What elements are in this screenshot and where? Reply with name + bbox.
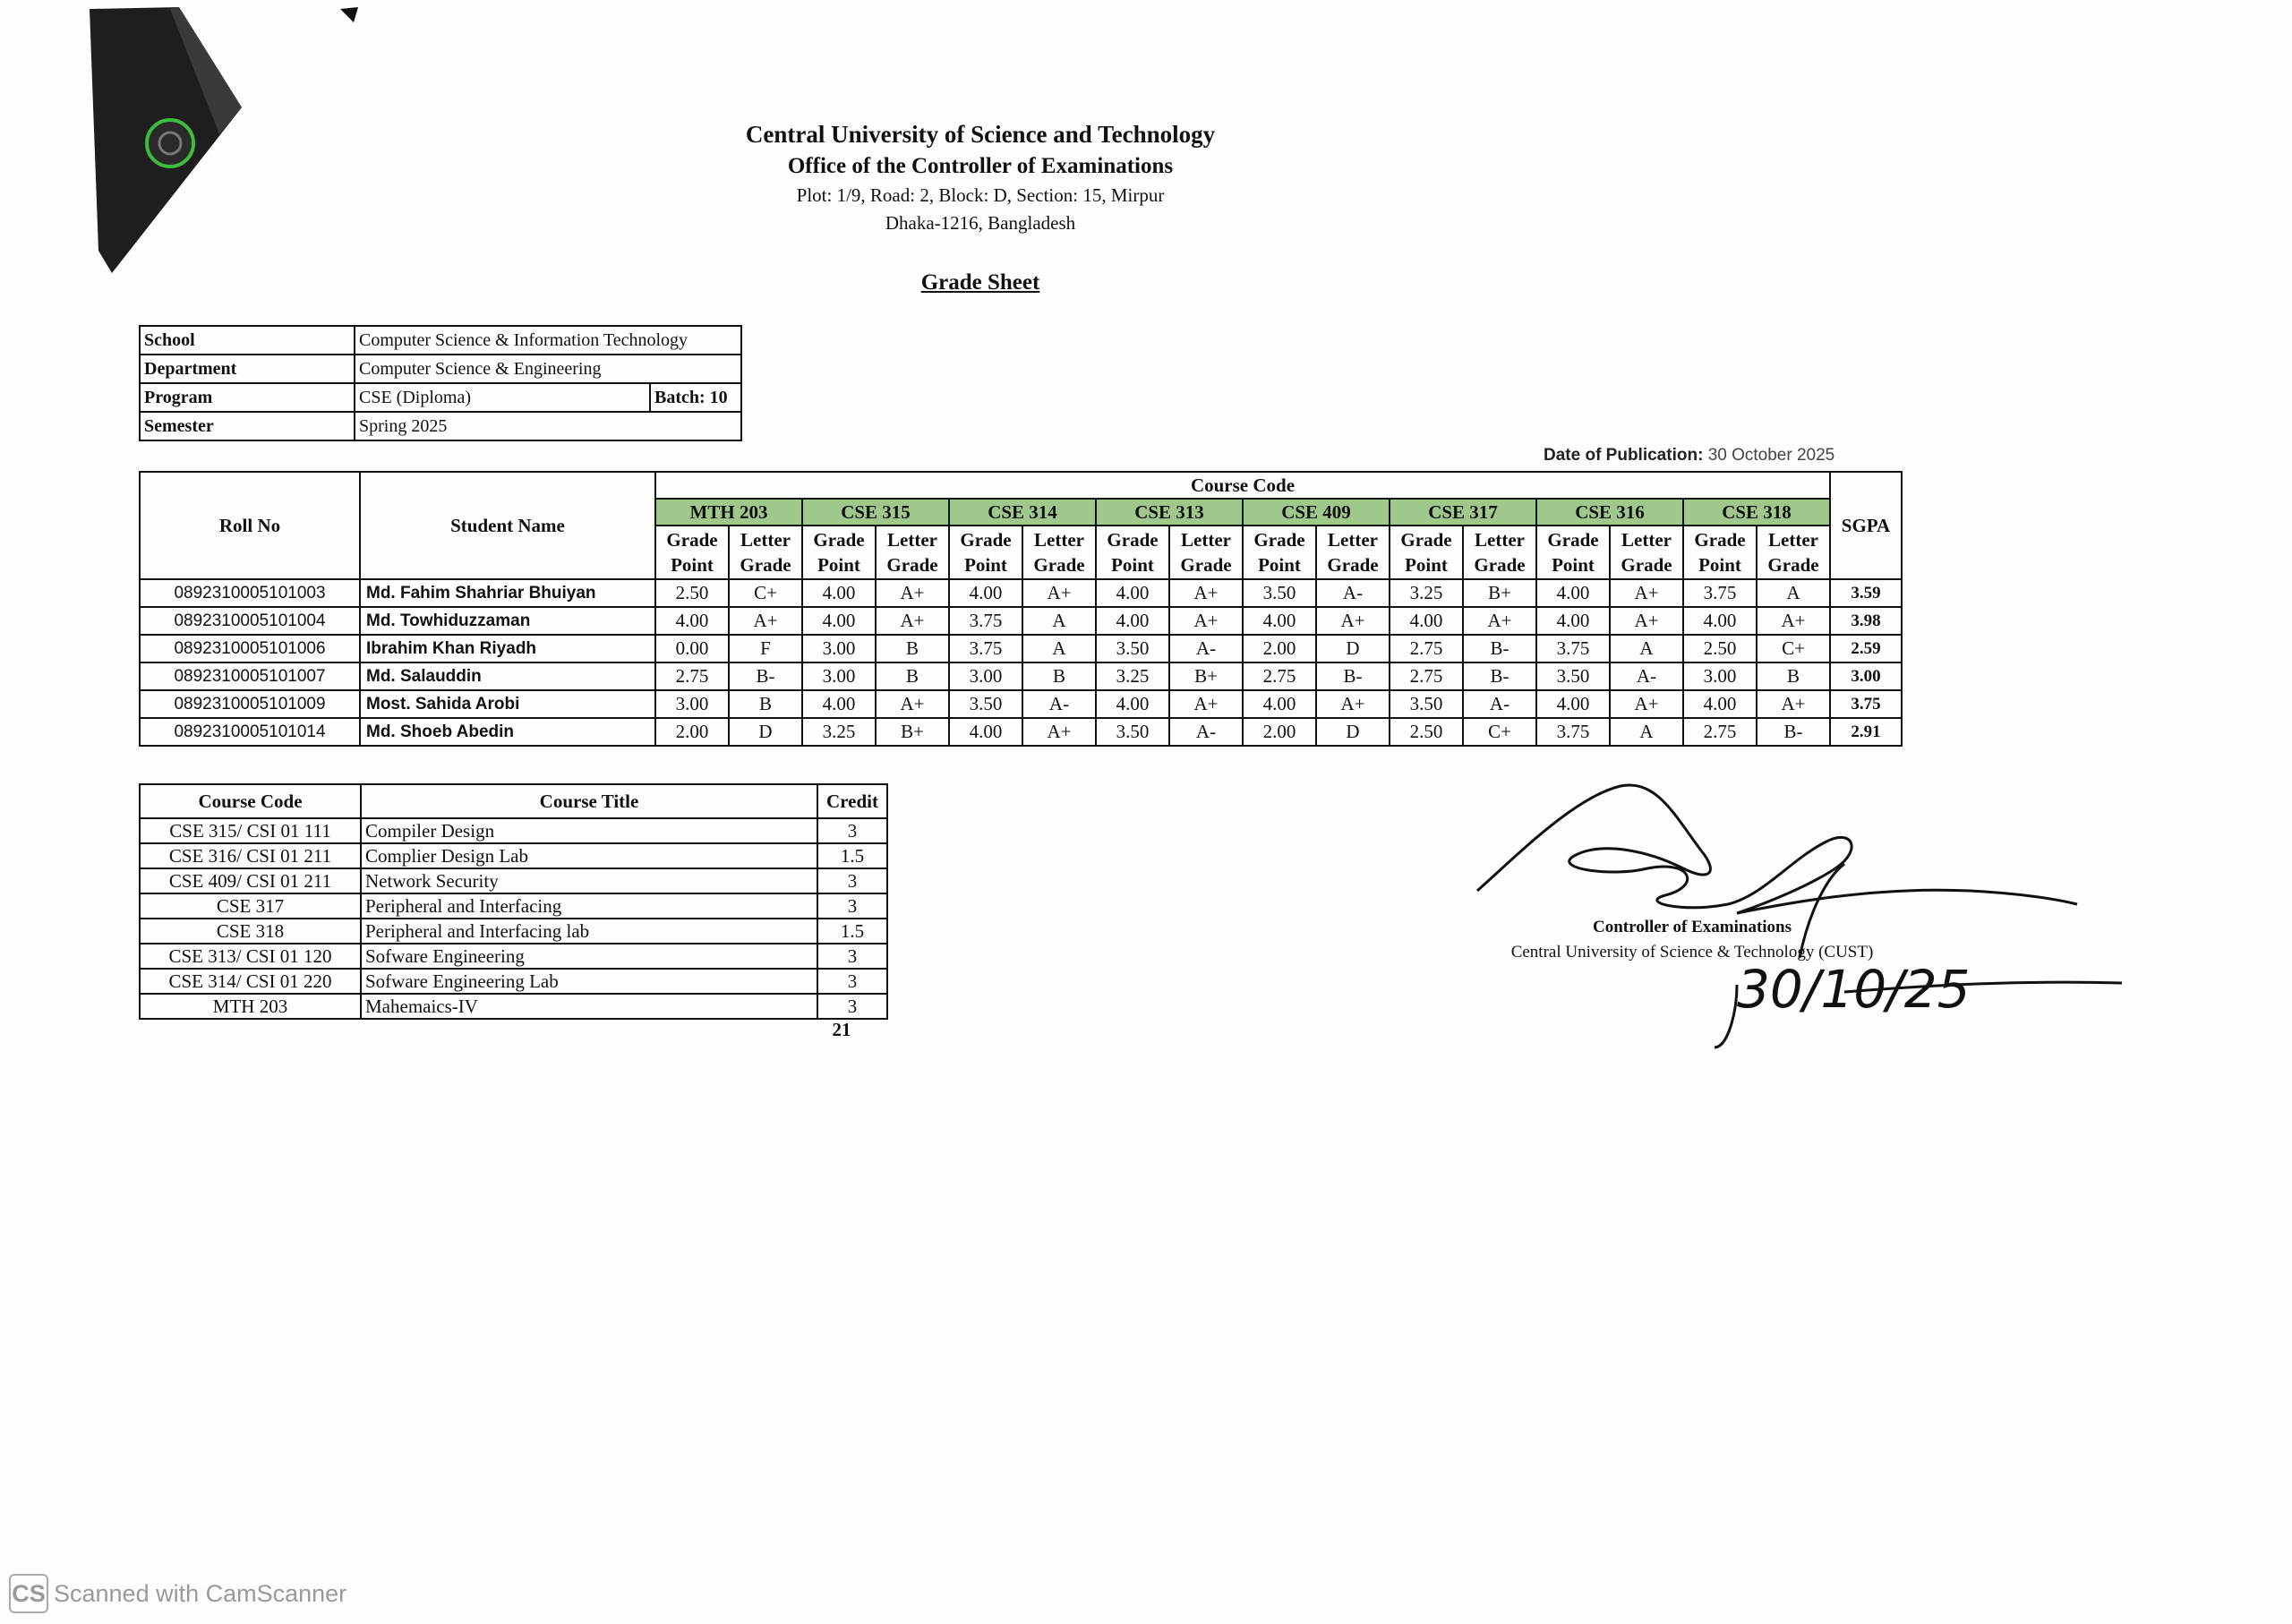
course-code: CSE 316/ CSI 01 211	[140, 843, 361, 868]
letter-grade-header: Letter Grade	[729, 526, 802, 579]
letter-grade-cell: A-	[1316, 579, 1390, 607]
letter-grade-cell: A+	[876, 607, 949, 635]
signature-title: Controller of Examinations	[1592, 918, 1792, 936]
roll-number: 0892310005101007	[140, 662, 360, 690]
course-credit: 3	[817, 944, 887, 969]
department-label: Department	[140, 355, 355, 383]
grade-point-cell: 2.00	[655, 718, 729, 746]
grade-point-cell: 3.50	[1243, 579, 1316, 607]
course-table-body	[140, 818, 887, 1019]
letter-grade-cell: A+	[1610, 690, 1683, 718]
letter-grade-cell: A-	[1610, 662, 1683, 690]
roll-header: Roll No	[140, 472, 360, 579]
grade-point-cell: 4.00	[802, 690, 876, 718]
course-code: CSE 314/ CSI 01 220	[140, 969, 361, 994]
grade-point-cell: 2.00	[1243, 635, 1316, 662]
info-row-department	[140, 355, 741, 383]
roll-number: 0892310005101009	[140, 690, 360, 718]
course-table	[139, 783, 888, 1020]
letter-grade-cell: C+	[729, 579, 802, 607]
grade-point-cell: 3.00	[802, 662, 876, 690]
course-header-cse-317: CSE 317	[1390, 499, 1536, 526]
letter-grade-cell: A+	[876, 579, 949, 607]
letter-grade-cell: A+	[1316, 690, 1390, 718]
letter-grade-cell: A+	[876, 690, 949, 718]
course-code: CSE 317	[140, 893, 361, 919]
grade-point-header: Grade Point	[655, 526, 729, 579]
grade-point-cell: 4.00	[949, 579, 1022, 607]
grade-point-cell: 3.75	[1683, 579, 1757, 607]
program-label: Program	[140, 383, 355, 412]
table-row	[140, 635, 1902, 662]
grade-point-header: Grade Point	[1536, 526, 1610, 579]
grade-point-cell: 3.00	[655, 690, 729, 718]
letter-grade-header: Letter Grade	[876, 526, 949, 579]
letter-grade-cell: B-	[1463, 635, 1536, 662]
letter-grade-cell: A+	[729, 607, 802, 635]
letter-grade-header: Letter Grade	[1169, 526, 1243, 579]
program-value: CSE (Diploma)	[355, 383, 650, 412]
letter-grade-cell: A+	[1316, 607, 1390, 635]
course-code: CSE 315/ CSI 01 111	[140, 818, 361, 843]
course-title: Peripheral and Interfacing lab	[361, 919, 817, 944]
grade-header-row-1	[140, 472, 1902, 499]
grade-point-cell: 2.50	[1683, 635, 1757, 662]
list-item	[140, 994, 887, 1019]
camscanner-text: Scanned with CamScanner	[54, 1580, 347, 1607]
letter-grade-cell: A	[1022, 607, 1096, 635]
grade-point-cell: 4.00	[802, 579, 876, 607]
list-item	[140, 843, 887, 868]
semester-value: Spring 2025	[355, 412, 741, 440]
batch-value: Batch: 10	[650, 383, 741, 412]
grade-point-header: Grade Point	[802, 526, 876, 579]
camscanner-logo-icon: CS	[9, 1574, 48, 1613]
letter-grade-cell: A+	[1610, 579, 1683, 607]
letter-grade-header: Letter Grade	[1757, 526, 1830, 579]
course-credit: 3	[817, 994, 887, 1019]
course-credit: 3	[817, 818, 887, 843]
roll-number: 0892310005101006	[140, 635, 360, 662]
publication-date	[1544, 446, 1834, 466]
grade-point-cell: 2.75	[655, 662, 729, 690]
grade-point-cell: 3.75	[949, 635, 1022, 662]
address-line-2: Dhaka-1216, Bangladesh	[885, 212, 1076, 234]
grade-point-cell: 4.00	[1390, 607, 1463, 635]
letter-grade-cell: A	[1610, 718, 1683, 746]
list-item	[140, 919, 887, 944]
course-credit: 1.5	[817, 843, 887, 868]
course-credit: 3	[817, 969, 887, 994]
course-header-cse-318: CSE 318	[1683, 499, 1830, 526]
course-code: MTH 203	[140, 994, 361, 1019]
grade-point-cell: 4.00	[1096, 607, 1169, 635]
grade-point-cell: 4.00	[1096, 690, 1169, 718]
grade-point-cell: 3.75	[1536, 635, 1610, 662]
course-title: Sofware Engineering	[361, 944, 817, 969]
grade-point-cell: 3.00	[1683, 662, 1757, 690]
grade-point-cell: 3.50	[1390, 690, 1463, 718]
signature-organization: Central University of Science & Technology (CUST)	[1510, 943, 1874, 962]
grade-point-cell: 3.00	[949, 662, 1022, 690]
grade-point-cell: 3.50	[949, 690, 1022, 718]
publication-date-value: 30 October 2025	[1707, 446, 1835, 465]
page-title: Grade Sheet	[920, 270, 1040, 295]
letter-grade-cell: A+	[1169, 579, 1243, 607]
document-header	[680, 121, 1280, 240]
letter-grade-cell: A+	[1022, 579, 1096, 607]
letter-grade-cell: A-	[1022, 690, 1096, 718]
course-title-column-header: Course Title	[361, 784, 817, 818]
letter-grade-cell: B	[876, 635, 949, 662]
course-code: CSE 313/ CSI 01 120	[140, 944, 361, 969]
publication-date-label: Date of Publication:	[1544, 446, 1704, 465]
grade-point-cell: 3.50	[1536, 662, 1610, 690]
grade-table-body	[140, 579, 1902, 746]
letter-grade-cell: B	[1022, 662, 1096, 690]
course-credit: 1.5	[817, 919, 887, 944]
letter-grade-cell: B+	[1169, 662, 1243, 690]
sgpa-cell: 3.75	[1830, 690, 1902, 718]
course-header-cse-314: CSE 314	[949, 499, 1096, 526]
letter-grade-cell: B-	[1316, 662, 1390, 690]
student-name: Md. Salauddin	[360, 662, 655, 690]
sgpa-cell: 3.98	[1830, 607, 1902, 635]
letter-grade-cell: B-	[729, 662, 802, 690]
letter-grade-header: Letter Grade	[1610, 526, 1683, 579]
phone-corner-image	[0, 0, 376, 286]
course-title: Peripheral and Interfacing	[361, 893, 817, 919]
grade-point-cell: 3.75	[1536, 718, 1610, 746]
letter-grade-cell: C+	[1757, 635, 1830, 662]
course-title: Sofware Engineering Lab	[361, 969, 817, 994]
credit-column-header: Credit	[817, 784, 887, 818]
grade-point-cell: 2.75	[1390, 662, 1463, 690]
grade-point-cell: 3.50	[1096, 718, 1169, 746]
grade-point-cell: 2.50	[655, 579, 729, 607]
letter-grade-cell: A	[1022, 635, 1096, 662]
letter-grade-cell: B	[876, 662, 949, 690]
letter-grade-cell: A+	[1757, 690, 1830, 718]
grade-point-cell: 2.75	[1683, 718, 1757, 746]
grade-point-header: Grade Point	[1390, 526, 1463, 579]
grade-point-header: Grade Point	[1243, 526, 1316, 579]
course-title: Mahemaics-IV	[361, 994, 817, 1019]
grade-point-header: Grade Point	[1683, 526, 1757, 579]
table-row	[140, 690, 1902, 718]
letter-grade-cell: B+	[876, 718, 949, 746]
letter-grade-cell: B	[1757, 662, 1830, 690]
letter-grade-cell: A+	[1169, 690, 1243, 718]
grade-point-cell: 4.00	[1096, 579, 1169, 607]
letter-grade-cell: D	[1316, 718, 1390, 746]
grade-point-cell: 4.00	[1683, 607, 1757, 635]
grade-point-cell: 4.00	[1536, 579, 1610, 607]
info-row-semester	[140, 412, 741, 440]
semester-label: Semester	[140, 412, 355, 440]
grade-point-cell: 4.00	[1683, 690, 1757, 718]
grade-point-cell: 4.00	[1536, 607, 1610, 635]
grade-point-cell: 3.25	[1096, 662, 1169, 690]
student-name: Md. Fahim Shahriar Bhuiyan	[360, 579, 655, 607]
grade-point-header: Grade Point	[1096, 526, 1169, 579]
student-name: Most. Sahida Arobi	[360, 690, 655, 718]
table-row	[140, 579, 1902, 607]
department-value: Computer Science & Engineering	[355, 355, 741, 383]
grade-point-cell: 3.50	[1096, 635, 1169, 662]
course-table-header	[140, 784, 887, 818]
letter-grade-cell: F	[729, 635, 802, 662]
letter-grade-cell: A-	[1169, 718, 1243, 746]
list-item	[140, 818, 887, 843]
letter-grade-header: Letter Grade	[1316, 526, 1390, 579]
course-code-header: Course Code	[655, 472, 1830, 499]
student-name: Md. Towhiduzzaman	[360, 607, 655, 635]
list-item	[140, 868, 887, 893]
grade-point-cell: 3.25	[1390, 579, 1463, 607]
sgpa-cell: 2.91	[1830, 718, 1902, 746]
sgpa-header: SGPA	[1830, 472, 1902, 579]
course-code-column-header: Course Code	[140, 784, 361, 818]
table-row	[140, 607, 1902, 635]
info-row-school	[140, 326, 741, 355]
grade-point-cell: 4.00	[949, 718, 1022, 746]
list-item	[140, 969, 887, 994]
letter-grade-cell: A+	[1022, 718, 1096, 746]
grade-point-cell: 3.00	[802, 635, 876, 662]
letter-grade-cell: A	[1757, 579, 1830, 607]
letter-grade-cell: D	[1316, 635, 1390, 662]
student-name: Ibrahim Khan Riyadh	[360, 635, 655, 662]
course-credit: 3	[817, 893, 887, 919]
course-header-cse-315: CSE 315	[802, 499, 949, 526]
university-name: Central University of Science and Technology	[745, 121, 1216, 148]
letter-grade-cell: A+	[1757, 607, 1830, 635]
letter-grade-header: Letter Grade	[1022, 526, 1096, 579]
sgpa-cell: 3.00	[1830, 662, 1902, 690]
signature-date: 30/10/25	[1737, 959, 1971, 1020]
student-name: Md. Shoeb Abedin	[360, 718, 655, 746]
grade-point-cell: 0.00	[655, 635, 729, 662]
sgpa-cell: 2.59	[1830, 635, 1902, 662]
course-title: Compiler Design	[361, 818, 817, 843]
sgpa-cell: 3.59	[1830, 579, 1902, 607]
letter-grade-cell: A+	[1610, 607, 1683, 635]
course-header-cse-316: CSE 316	[1536, 499, 1683, 526]
grade-point-cell: 4.00	[1243, 607, 1316, 635]
roll-number: 0892310005101004	[140, 607, 360, 635]
course-header-mth-203: MTH 203	[655, 499, 802, 526]
letter-grade-cell: B	[729, 690, 802, 718]
school-label: School	[140, 326, 355, 355]
student-name-header: Student Name	[360, 472, 655, 579]
grade-point-cell: 2.50	[1390, 718, 1463, 746]
grade-point-header: Grade Point	[949, 526, 1022, 579]
letter-grade-cell: D	[729, 718, 802, 746]
total-credit: 21	[832, 1019, 851, 1040]
letter-grade-cell: B-	[1757, 718, 1830, 746]
grade-point-cell: 4.00	[802, 607, 876, 635]
course-header-cse-313: CSE 313	[1096, 499, 1243, 526]
course-title: Complier Design Lab	[361, 843, 817, 868]
list-item	[140, 944, 887, 969]
letter-grade-cell: B+	[1463, 579, 1536, 607]
list-item	[140, 893, 887, 919]
course-credit: 3	[817, 868, 887, 893]
letter-grade-cell: A-	[1463, 690, 1536, 718]
address-line-1: Plot: 1/9, Road: 2, Block: D, Section: 15, Mirpur	[796, 184, 1165, 206]
letter-grade-cell: C+	[1463, 718, 1536, 746]
letter-grade-cell: B-	[1463, 662, 1536, 690]
grade-point-cell: 2.75	[1390, 635, 1463, 662]
office-name: Office of the Controller of Examinations	[787, 154, 1174, 178]
course-title: Network Security	[361, 868, 817, 893]
letter-grade-cell: A+	[1463, 607, 1536, 635]
grade-point-cell: 4.00	[655, 607, 729, 635]
course-code: CSE 318	[140, 919, 361, 944]
table-row	[140, 662, 1902, 690]
grade-point-cell: 2.00	[1243, 718, 1316, 746]
letter-grade-cell: A+	[1169, 607, 1243, 635]
roll-number: 0892310005101014	[140, 718, 360, 746]
letter-grade-cell: A-	[1169, 635, 1243, 662]
grade-table	[139, 471, 1903, 747]
school-value: Computer Science & Information Technology	[355, 326, 741, 355]
grade-point-cell: 3.75	[949, 607, 1022, 635]
grade-point-cell: 4.00	[1243, 690, 1316, 718]
grade-point-cell: 3.25	[802, 718, 876, 746]
grade-point-cell: 4.00	[1536, 690, 1610, 718]
grade-point-cell: 2.75	[1243, 662, 1316, 690]
course-code: CSE 409/ CSI 01 211	[140, 868, 361, 893]
letter-grade-cell: A	[1610, 635, 1683, 662]
info-row-program	[140, 383, 741, 412]
info-table	[139, 325, 742, 441]
letter-grade-header: Letter Grade	[1463, 526, 1536, 579]
course-header-cse-409: CSE 409	[1243, 499, 1390, 526]
camscanner-watermark	[9, 1574, 346, 1613]
roll-number: 0892310005101003	[140, 579, 360, 607]
table-row	[140, 718, 1902, 746]
